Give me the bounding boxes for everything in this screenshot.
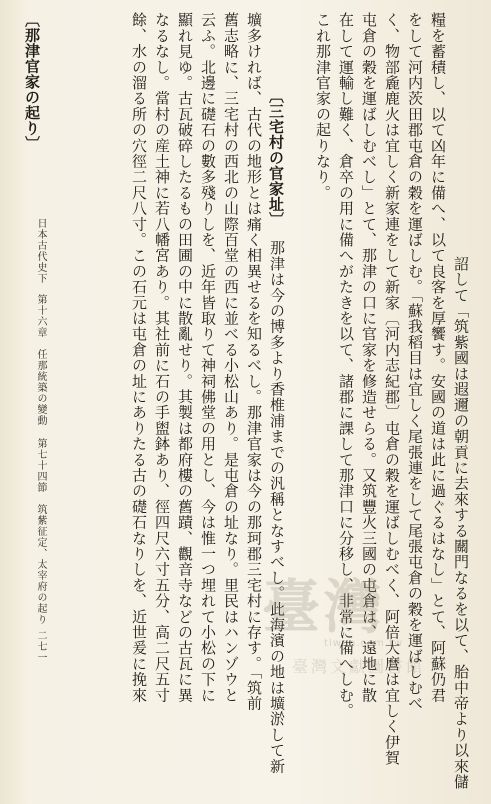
text-line: 云ふ。北邊に礎石の數多殘りしを、近年皆取りて神祠佛堂の用とし、今は惟一つ埋れて小松の下に — [199, 12, 217, 703]
text-line: 糧を蓄積し、以て凶年に備へ、以て良客を厚饗す。安國の道は此に過ぐるはなし」とて、阿蘇仍君 — [429, 12, 447, 703]
text-line: 餘、水の溜る所の穴徑二尺八寸。この石元は屯倉の址にありたる古の礎石なりしを、近世爰に挽來 — [130, 12, 148, 703]
watermark-mark: 臺灣 — [262, 573, 387, 641]
watermark-url: tiwan.com.tw — [324, 638, 404, 649]
text-line: これ那津官家の起りなり。 — [314, 12, 332, 201]
text-line: 屯倉の穀を運ばしむべし」とて、那津の口に官家を修造せらる。又筑豐火三國の屯倉は、遠地に散 — [360, 12, 378, 703]
page-number: 二七一 — [35, 630, 46, 663]
watermark-subtitle: 臺灣文獻圖書館 — [292, 657, 426, 676]
running-head-chapter: 第十六章 任那統築の變動 — [35, 294, 46, 426]
text-line: 舊志略に、三宅村の西北の山際百堂の西に並べる小松山あり。是屯倉の址なり。里民はハンゾウと — [222, 12, 240, 703]
running-head-section: 第七十四節 筑紫征定、太宰府の起り — [35, 438, 46, 625]
text-line: をして河内茨田郡屯倉の穀を運ばしむ。「蘇我稻目は宜しく尾張連をして尾張屯倉の穀を運ばしむべ — [406, 12, 424, 711]
text-line: 詔して「筑紫國は遐邇の朝貢に去來する關門なるを以て、胎中帝より以來儲 — [452, 240, 470, 790]
text-line: く、物部麁鹿火は宜しく新家連をして新家〔河内志紀郡〕屯倉の穀を運ばしむべく、阿倍大麿は宜しく伊賀 — [383, 12, 401, 766]
text-line: 壙多ければ、古代の地形とは痛く相異せるを知るべし。那津官家は今の那珂郡三宅村に存す。「筑前 — [245, 12, 263, 711]
text-line: なるなし。當村の産土神に若八幡宮あり。其社前に石の手盥鉢あり、徑四尺六寸五分、高二尺五寸 — [153, 12, 171, 703]
section-heading-natsu-miyake: 〔那津官家の起り〕 — [23, 12, 41, 152]
section-heading-miyake-village: 〔三宅村の官家址〕 — [267, 88, 285, 228]
running-head-book-title: 日本古代史下 — [35, 218, 46, 284]
library-watermark — [262, 560, 462, 680]
text-line: 顯れ見ゆ。古瓦破碎したるもの田圃の中に散亂せり。其製は都府樓の舊蹟、觀音寺などの古瓦に異 — [176, 12, 194, 703]
text-line: 那津は今の博多より香椎浦までの汎稱となすべし。此海濱の地は壙淤して新 — [268, 240, 286, 774]
text-line: 在して運輸し難く、倉卒の用に備へがたきを以て、諸郡に課して那津口に分移し、非常に備へしむ。 — [337, 12, 355, 719]
